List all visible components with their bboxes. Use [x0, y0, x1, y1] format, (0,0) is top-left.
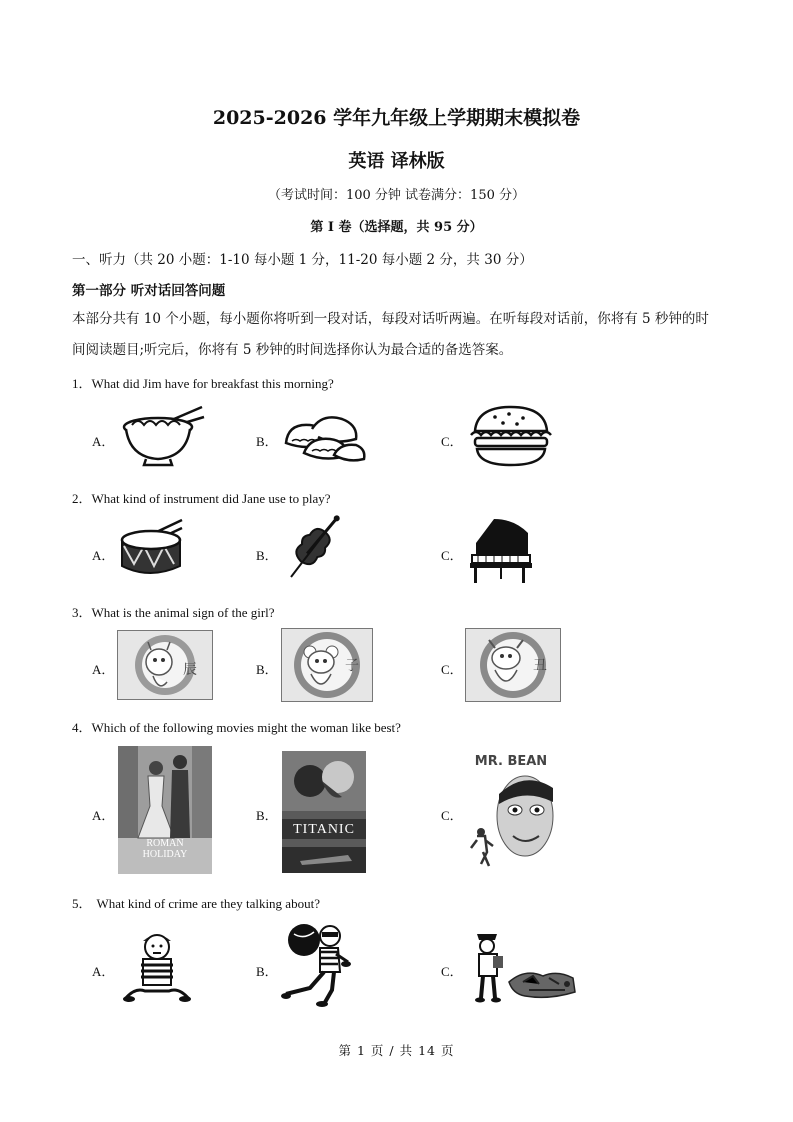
- question-1: [72, 373, 334, 392]
- option-2a-label[interactable]: A．: [92, 548, 115, 563]
- exam-title: 2025-2026 学年九年级上学期期末模拟卷: [212, 107, 581, 129]
- dragon-sign-icon[interactable]: [117, 630, 213, 700]
- question-number: 5．: [72, 896, 92, 911]
- dumplings-icon[interactable]: [282, 413, 368, 465]
- option-5a-label[interactable]: A．: [92, 964, 115, 979]
- piano-icon[interactable]: [470, 517, 532, 585]
- option-3a-label[interactable]: A．: [92, 662, 115, 677]
- question-number: 4．: [72, 720, 92, 735]
- police-accident-scene-icon[interactable]: [469, 926, 579, 1006]
- exam-info: （考试时间：100 分钟 试卷满分：150 分）: [267, 188, 526, 203]
- option-2b-label[interactable]: B．: [256, 548, 278, 563]
- option-4a-label[interactable]: A．: [92, 808, 115, 823]
- poster-title: MR. BEAN: [474, 754, 548, 769]
- question-text: Which of the following movies might the woman like best?: [91, 720, 401, 735]
- exam-subtitle: 英语 译林版: [348, 151, 445, 172]
- option-5b-label[interactable]: B．: [256, 964, 278, 979]
- question-text: What kind of instrument did Jane use to play?: [91, 491, 331, 506]
- question-text: What kind of crime are they talking about?: [96, 896, 320, 911]
- titanic-poster[interactable]: [282, 751, 366, 873]
- option-4b-label[interactable]: B．: [256, 808, 278, 823]
- poster-title: TITANIC: [293, 822, 355, 837]
- question-3: [72, 602, 275, 621]
- rat-sign-icon[interactable]: [281, 628, 373, 702]
- option-3c-label[interactable]: C．: [441, 662, 463, 677]
- drum-icon[interactable]: [118, 518, 184, 580]
- roman-holiday-poster[interactable]: [118, 746, 212, 874]
- option-4c-label[interactable]: C．: [441, 808, 463, 823]
- part-title: 第一部分 听对话回答问题: [72, 283, 226, 299]
- option-5c-label[interactable]: C．: [441, 964, 463, 979]
- noodles-bowl-icon[interactable]: [120, 405, 206, 467]
- option-1a-label[interactable]: A．: [92, 434, 115, 449]
- section-heading: 一、听力（共 20 小题：1-10 每小题 1 分，11-20 每小题 2 分，共 30 分）: [72, 252, 533, 268]
- volume-heading: 第 I 卷（选择题，共 95 分）: [310, 220, 483, 235]
- tied-up-boy-icon[interactable]: [121, 929, 193, 1005]
- question-number: 2．: [72, 491, 92, 506]
- question-text: What is the animal sign of the girl?: [91, 605, 275, 620]
- option-3b-label[interactable]: B．: [256, 662, 278, 677]
- ox-sign-icon[interactable]: [465, 628, 561, 702]
- sign-char: 辰: [183, 662, 197, 678]
- instructions: [72, 304, 727, 366]
- question-text: What did Jim have for breakfast this morning?: [91, 376, 334, 391]
- violin-icon[interactable]: [281, 515, 343, 581]
- question-5: [72, 893, 320, 912]
- thief-with-bag-icon[interactable]: [280, 922, 352, 1008]
- question-4: [72, 717, 401, 736]
- question-number: 1．: [72, 376, 92, 391]
- hamburger-icon[interactable]: [469, 405, 553, 467]
- option-1b-label[interactable]: B．: [256, 434, 278, 449]
- instructions-line-1: 本部分共有 10 个小题，每小题你将听到一段对话，每段对话听两遍。在听每段对话前，你将有 5 秒钟的时: [72, 311, 709, 327]
- option-2c-label[interactable]: C．: [441, 548, 463, 563]
- question-number: 3．: [72, 605, 92, 620]
- page-footer: 第 1 页 / 共 14 页: [338, 1043, 455, 1058]
- question-2: [72, 488, 331, 507]
- sign-char: 子: [345, 658, 359, 674]
- instructions-line-2: 间阅读题目;听完后，你将有 5 秒钟的时间选择你认为最合适的备选答案。: [72, 342, 513, 358]
- sign-char: 丑: [533, 658, 547, 674]
- poster-title: ROMAN HOLIDAY: [142, 838, 188, 860]
- option-1c-label[interactable]: C．: [441, 434, 463, 449]
- mr-bean-poster[interactable]: [469, 752, 555, 874]
